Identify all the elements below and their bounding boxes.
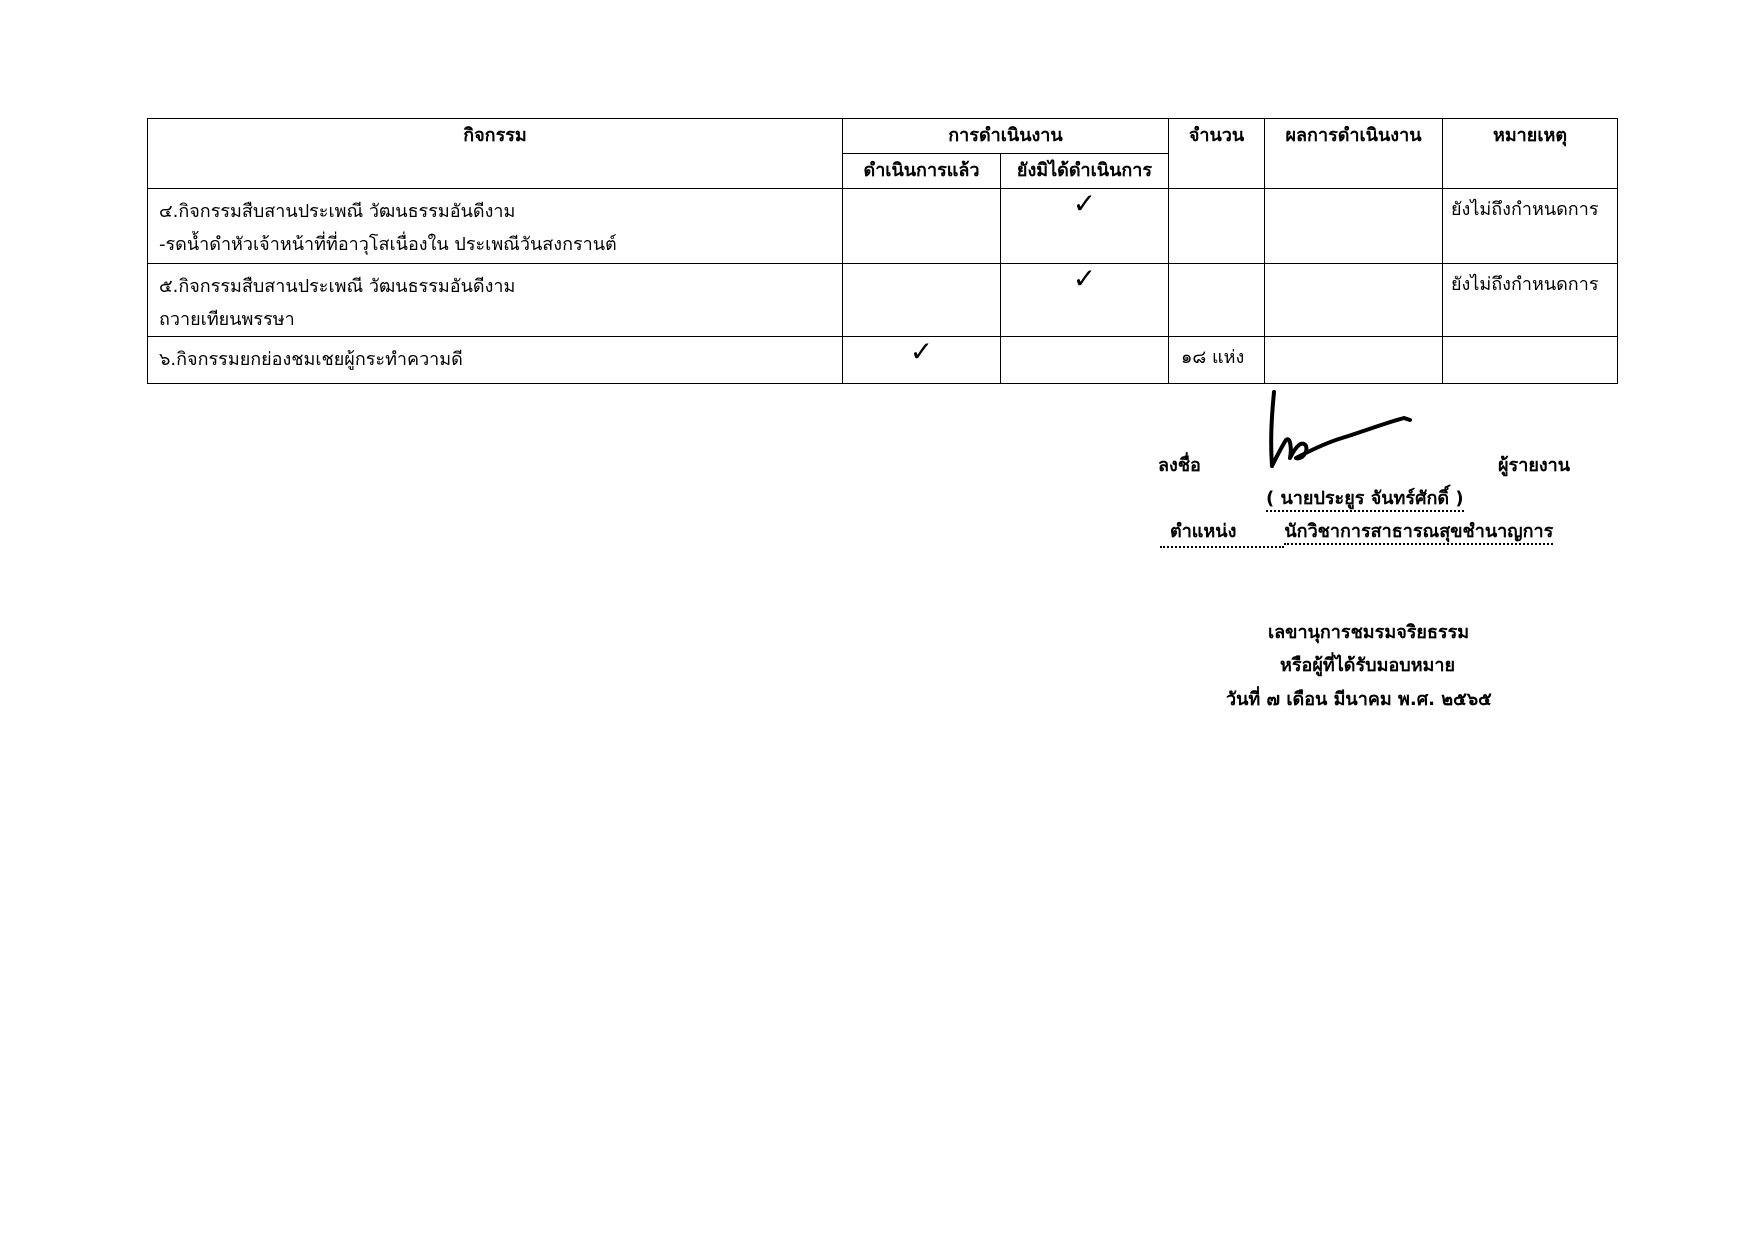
handwritten-signature-icon	[1262, 388, 1422, 478]
activity-cell	[148, 337, 843, 384]
reporter-label: ผู้รายงาน	[1498, 455, 1571, 476]
activity-line-1: ๖.กิจกรรมยกย่องชมเชยผู้กระทำความดี	[159, 349, 463, 370]
table-row	[148, 337, 1618, 384]
footer-line-1: เลขานุการชมรมจริยธรรม	[1268, 622, 1470, 643]
not-done-cell: ✓	[1001, 264, 1169, 337]
sign-label: ลงชื่อ	[1158, 455, 1201, 476]
result-cell	[1265, 264, 1443, 337]
position-label: ตำแหน่ง	[1160, 516, 1284, 548]
header-remark: หมายเหตุ	[1443, 119, 1618, 189]
header-not-done: ยังมิได้ดำเนินการ	[1001, 154, 1169, 189]
done-cell	[843, 264, 1001, 337]
table-row	[148, 189, 1618, 264]
position-line	[1160, 516, 1553, 548]
not-done-cell: ✓	[1001, 189, 1169, 264]
activity-line-1: ๕.กิจกรรมสืบสานประเพณี วัฒนธรรมอันดีงาม	[159, 276, 516, 297]
remark-cell	[1443, 337, 1618, 384]
done-cell	[843, 189, 1001, 264]
activity-line-2: -รดน้ำดำหัวเจ้าหน้าที่ที่อาวุโสเนื่องใน ประเพณีวันสงกรานต์	[159, 234, 617, 255]
header-done: ดำเนินการแล้ว	[843, 154, 1001, 189]
activity-line-2: ถวายเทียนพรรษา	[159, 309, 295, 330]
footer-line-2: หรือผู้ที่ได้รับมอบหมาย	[1280, 655, 1456, 676]
activity-report-table	[147, 118, 1618, 384]
table-row	[148, 264, 1618, 337]
done-cell: ✓	[843, 337, 1001, 384]
remark-cell: ยังไม่ถึงกำหนดการ	[1443, 189, 1618, 264]
signer-name: ( นายประยูร จันทร์ศักดิ์ )	[1266, 488, 1464, 512]
footer-date: วันที่ ๗ เดือน มีนาคม พ.ศ. ๒๕๖๕	[1226, 689, 1492, 710]
signer-name-wrapper	[1266, 483, 1464, 512]
header-activity: กิจกรรม	[148, 119, 843, 189]
result-cell	[1265, 337, 1443, 384]
header-result: ผลการดำเนินงาน	[1265, 119, 1443, 189]
quantity-cell: ๑๘ แห่ง	[1169, 337, 1265, 384]
activity-cell	[148, 264, 843, 337]
activity-line-1: ๔.กิจกรรมสืบสานประเพณี วัฒนธรรมอันดีงาม	[159, 201, 516, 222]
header-operation: การดำเนินงาน	[843, 119, 1169, 154]
result-cell	[1265, 189, 1443, 264]
position-title: นักวิชาการสาธารณสุขชำนาญการ	[1284, 521, 1553, 545]
quantity-cell	[1169, 264, 1265, 337]
activity-cell	[148, 189, 843, 264]
remark-cell: ยังไม่ถึงกำหนดการ	[1443, 264, 1618, 337]
header-quantity: จำนวน	[1169, 119, 1265, 189]
not-done-cell	[1001, 337, 1169, 384]
quantity-cell	[1169, 189, 1265, 264]
